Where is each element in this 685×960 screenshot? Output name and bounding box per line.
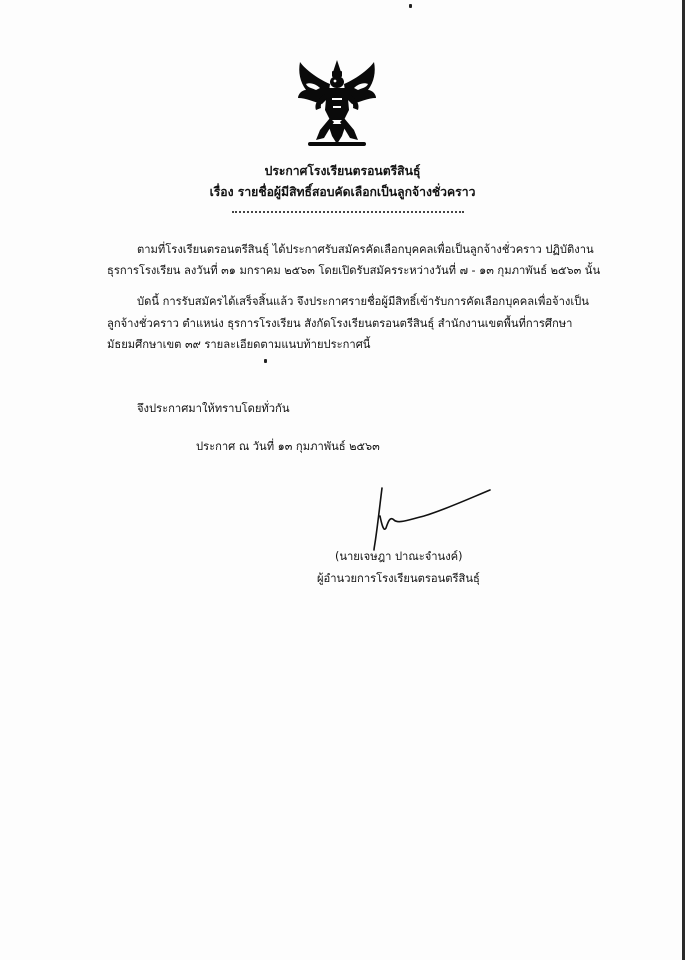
paragraph-line: ลูกจ้างชั่วคราว ตำแหน่ง ธุรการโรงเรียน สังกัดโรงเรียนตรอนตรีสินธุ์ สำนักงานเขตพื้นที่การศึกษา [107,317,573,330]
date-line: ประกาศ ณ วันที่ ๑๓ กุมภาพันธ์ ๒๕๖๓ [196,440,380,453]
scan-speck [264,359,267,363]
signatory-position: ผู้อำนวยการโรงเรียนตรอนตรีสินธุ์ [317,572,480,585]
announcement-subject: เรื่อง รายชื่อผู้มีสิทธิ์สอบคัดเลือกเป็นลูกจ้างชั่วคราว [209,185,476,199]
paragraph-line: ตามที่โรงเรียนตรอนตรีสินธุ์ ได้ประกาศรับสมัครคัดเลือกบุคคลเพื่อเป็นลูกจ้างชั่วคราว ปฏิบัติงาน [137,243,594,256]
announcement-title: ประกาศโรงเรียนตรอนตรีสินธุ์ [264,164,421,178]
title-divider [232,211,464,213]
garuda-emblem-icon [294,58,380,148]
signatory-name: (นายเจษฎา ปาณะจำนงค์) [335,550,463,563]
paragraph-line: บัดนี้ การรับสมัครได้เสร็จสิ้นแล้ว จึงประกาศรายชื่อผู้มีสิทธิ์เข้ารับการคัดเลือกบุคคลเพื่อจ้างเป็น [137,295,589,308]
signature-image [368,486,494,552]
paragraph-line: มัธยมศึกษาเขต ๓๙ รายละเอียดตามแนบท้ายประกาศนี้ [107,338,371,351]
paragraph-line: ธุรการโรงเรียน ลงวันที่ ๓๑ มกราคม ๒๕๖๓ โดยเปิดรับสมัครระหว่างวันที่ ๗ - ๑๓ กุมภาพันธ์ ๒๕๖๓ นั้น [107,264,601,277]
closing-line: จึงประกาศมาให้ทราบโดยทั่วกัน [137,402,290,415]
scan-speck [409,4,412,8]
